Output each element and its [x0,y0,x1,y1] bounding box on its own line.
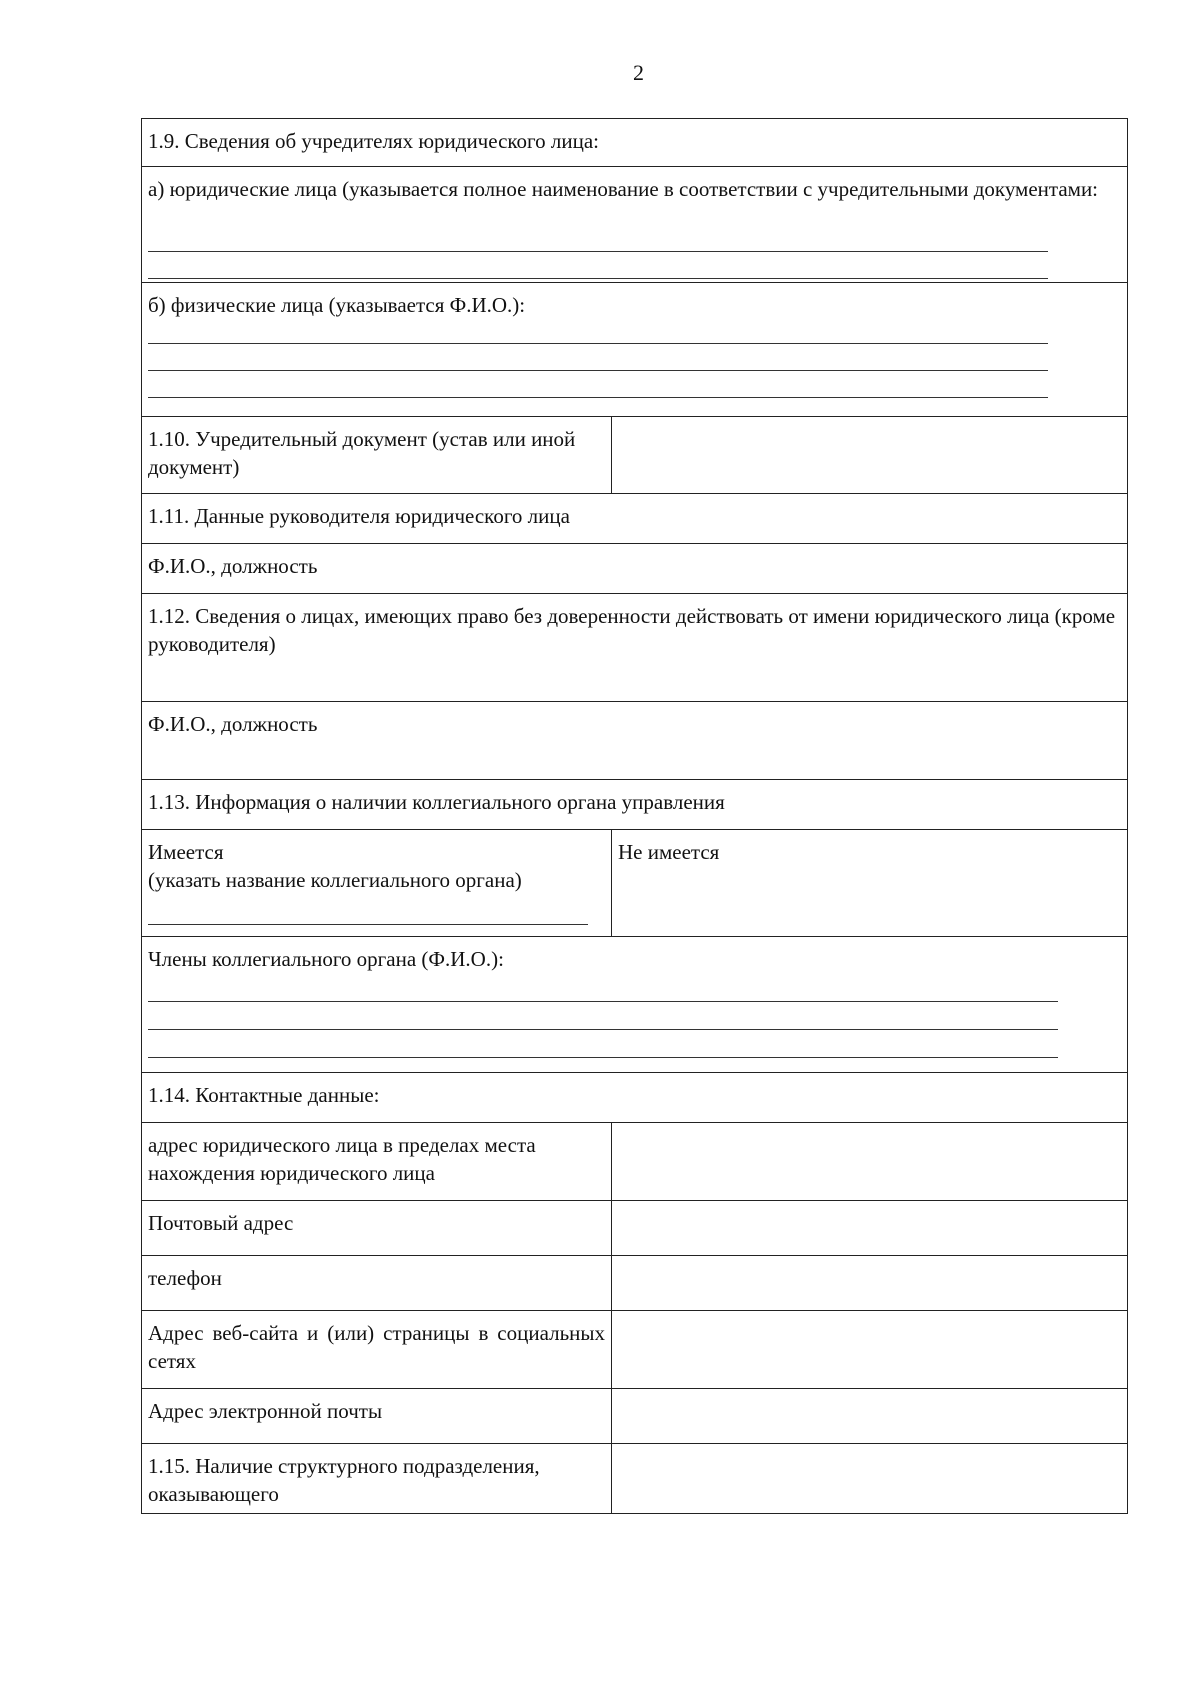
answer-line[interactable] [148,343,1048,344]
section-1-15 [142,1444,1127,1514]
page-number: 2 [633,60,644,85]
section-1-14-header [142,1073,1127,1123]
contact-email-row [142,1389,1127,1444]
board-name-line[interactable] [148,924,588,925]
contact-website-row [142,1311,1127,1389]
postal-address-field[interactable] [612,1201,1127,1255]
section-1-14-title: 1.14. Контактные данные: [148,1083,380,1107]
structural-unit-label: 1.15. Наличие структурного подразделения, оказывающего [142,1444,612,1513]
answer-line[interactable] [148,397,1048,398]
contact-phone-row [142,1256,1127,1311]
legal-entities-label: а) юридические лица (указывается полное наименование в соответствии с учредительными документами: [148,177,1099,201]
no-board-option[interactable] [612,830,1127,936]
email-label: Адрес электронной почты [142,1389,612,1443]
answer-line[interactable] [148,1029,1058,1030]
section-1-12-title: 1.12. Сведения о лицах, имеющих право без доверенности действовать от имени юридического лица (кроме руководителя) [148,604,1116,656]
has-board-hint: (указать название коллегиального органа) [148,868,522,892]
website-field[interactable] [612,1311,1127,1388]
structural-unit-field[interactable] [612,1444,1127,1513]
answer-line[interactable] [148,251,1048,252]
section-1-12-header [142,594,1127,702]
section-1-13-title: 1.13. Информация о наличии коллегиального органа управления [148,790,725,814]
no-board-label: Не имеется [618,840,720,864]
section-1-13-options [142,830,1127,937]
address-label: адрес юридического лица в пределах места нахождения юридического лица [142,1123,612,1200]
section-1-9-individuals [142,283,1127,417]
has-board-label: Имеется [148,840,224,864]
email-field[interactable] [612,1389,1127,1443]
phone-label: телефон [142,1256,612,1310]
board-members-label: Члены коллегиального органа (Ф.И.О.): [148,947,504,971]
website-label-cell [142,1311,612,1388]
website-label: Адрес веб-сайта и (или) страницы в социальных сетях [148,1321,605,1373]
section-1-10 [142,417,1127,494]
answer-line[interactable] [148,370,1048,371]
section-1-11-header [142,494,1127,544]
answer-line[interactable] [148,1001,1058,1002]
postal-address-label: Почтовый адрес [142,1201,612,1255]
section-1-13-header [142,780,1127,830]
answer-line[interactable] [148,1057,1058,1058]
founding-document-field[interactable] [612,417,1127,493]
address-field[interactable] [612,1123,1127,1200]
section-1-9-header [142,119,1127,167]
section-1-13-members [142,937,1127,1073]
answer-line[interactable] [148,278,1048,279]
has-board-option[interactable] [142,830,612,936]
section-1-11-fio-row[interactable] [142,544,1127,594]
section-1-12-fio-row[interactable] [142,702,1127,780]
founding-document-label: 1.10. Учредительный документ (устав или иной документ) [142,417,612,493]
section-1-9-legal-entities [142,167,1127,283]
head-fio-position-label: Ф.И.О., должность [148,554,318,578]
authorized-fio-position-label: Ф.И.О., должность [148,712,318,736]
section-1-11-title: 1.11. Данные руководителя юридического лица [148,504,570,528]
section-1-9-title: 1.9. Сведения об учредителях юридического лица: [148,129,599,153]
individuals-label: б) физические лица (указывается Ф.И.О.): [148,293,526,317]
application-form-table [141,118,1128,1514]
contact-postal-row [142,1201,1127,1256]
phone-field[interactable] [612,1256,1127,1310]
contact-address-row [142,1123,1127,1201]
